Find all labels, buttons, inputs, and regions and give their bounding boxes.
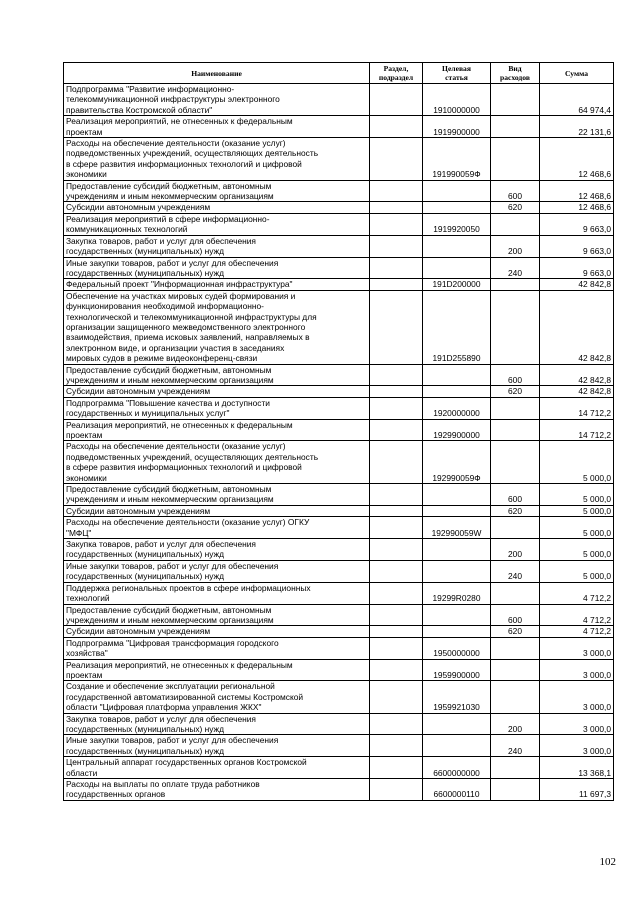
table-row (64, 713, 614, 735)
cell-kind (491, 757, 540, 779)
table-row (64, 779, 614, 801)
cell-sum: 14 712,2 (540, 397, 614, 419)
cell-target: 191D200000 (423, 279, 491, 290)
cell-name: Реализация мероприятий, не отнесенных к федеральным проектам (64, 116, 370, 138)
cell-sum: 64 974,4 (540, 84, 614, 116)
table-row (64, 681, 614, 713)
cell-name: Предоставление субсидий бюджетным, автономным учреждениям и иным некоммерческим организациям (64, 180, 370, 202)
cell-sum: 12 468,6 (540, 138, 614, 181)
cell-name: Предоставление субсидий бюджетным, автономным учреждениям и иным некоммерческим организациям (64, 484, 370, 506)
cell-section (370, 180, 423, 202)
cell-sum: 5 000,0 (540, 560, 614, 582)
cell-name: Иные закупки товаров, работ и услуг для обеспечения государственных (муниципальных) нужд (64, 735, 370, 757)
cell-section (370, 290, 423, 364)
cell-kind: 600 (491, 484, 540, 506)
cell-target (423, 735, 491, 757)
cell-kind (491, 419, 540, 441)
page-number: 102 (599, 856, 616, 868)
cell-section (370, 484, 423, 506)
table-row (64, 364, 614, 386)
cell-kind: 600 (491, 180, 540, 202)
cell-name: Предоставление субсидий бюджетным, автономным учреждениям и иным некоммерческим организациям (64, 364, 370, 386)
table-row (64, 441, 614, 484)
cell-target (423, 560, 491, 582)
cell-name: Обеспечение на участках мировых судей формирования и функционирования необходимой информационно- технологической и телекоммуникационной инфраструктуры для организации защищенного межведомственного электронного взаимодействия, приема исковых заявлений, направляемых в электронном виде, и организации участия в заседаниях мировых судов в режиме видеоконференц-связи (64, 290, 370, 364)
cell-section (370, 604, 423, 626)
cell-name: Расходы на обеспечение деятельности (оказание услуг) подведомственных учреждений, осуществляющих деятельность в сфере развития информационных технологий и цифровой экономики (64, 441, 370, 484)
cell-name: Реализация мероприятий, не отнесенных к федеральным проектам (64, 419, 370, 441)
cell-section (370, 681, 423, 713)
cell-kind (491, 517, 540, 539)
cell-kind: 600 (491, 364, 540, 386)
cell-section (370, 582, 423, 604)
cell-name: Закупка товаров, работ и услуг для обеспечения государственных (муниципальных) нужд (64, 539, 370, 561)
cell-section (370, 517, 423, 539)
cell-target (423, 484, 491, 506)
cell-kind (491, 441, 540, 484)
cell-kind: 620 (491, 202, 540, 213)
cell-target: 1919900000 (423, 116, 491, 138)
cell-section (370, 202, 423, 213)
table-row (64, 757, 614, 779)
cell-name: Иные закупки товаров, работ и услуг для обеспечения государственных (муниципальных) нужд (64, 257, 370, 279)
cell-target: 1959921030 (423, 681, 491, 713)
cell-target: 192990059W (423, 517, 491, 539)
cell-target (423, 505, 491, 516)
table-row (64, 180, 614, 202)
cell-section (370, 505, 423, 516)
cell-name: Закупка товаров, работ и услуг для обеспечения государственных (муниципальных) нужд (64, 235, 370, 257)
cell-kind: 600 (491, 604, 540, 626)
cell-sum: 3 000,0 (540, 735, 614, 757)
cell-target: 1919920050 (423, 213, 491, 235)
cell-target (423, 180, 491, 202)
cell-target (423, 257, 491, 279)
cell-section (370, 419, 423, 441)
table-row (64, 279, 614, 290)
cell-section (370, 637, 423, 659)
table-row (64, 505, 614, 516)
cell-target: 1950000000 (423, 637, 491, 659)
cell-name: Федеральный проект "Информационная инфраструктура" (64, 279, 370, 290)
cell-sum: 3 000,0 (540, 713, 614, 735)
cell-name: Подпрограмма "Цифровая трансформация городского хозяйства" (64, 637, 370, 659)
cell-section (370, 364, 423, 386)
cell-section (370, 779, 423, 801)
cell-kind (491, 279, 540, 290)
cell-target (423, 604, 491, 626)
cell-kind: 240 (491, 560, 540, 582)
table-row (64, 257, 614, 279)
cell-sum: 4 712,2 (540, 626, 614, 637)
cell-target (423, 386, 491, 397)
table-row (64, 138, 614, 181)
cell-sum: 4 712,2 (540, 604, 614, 626)
cell-kind (491, 116, 540, 138)
cell-kind: 620 (491, 626, 540, 637)
cell-target: 6600000000 (423, 757, 491, 779)
table-row (64, 637, 614, 659)
cell-sum: 22 131,6 (540, 116, 614, 138)
cell-name: Субсидии автономным учреждениям (64, 386, 370, 397)
cell-sum: 5 000,0 (540, 539, 614, 561)
cell-name: Расходы на выплаты по оплате труда работников государственных органов (64, 779, 370, 801)
cell-section (370, 560, 423, 582)
cell-name: Реализация мероприятий в сфере информационно- коммуникационных технологий (64, 213, 370, 235)
cell-section (370, 397, 423, 419)
table-header-row (64, 63, 614, 84)
header-section: Раздел, подраздел (370, 63, 423, 84)
cell-name: Расходы на обеспечение деятельности (оказание услуг) подведомственных учреждений, осуществляющих деятельность в сфере развития информационных технологий и цифровой экономики (64, 138, 370, 181)
cell-target (423, 713, 491, 735)
cell-sum: 42 842,8 (540, 386, 614, 397)
cell-name: Расходы на обеспечение деятельности (оказание услуг) ОГКУ "МФЦ" (64, 517, 370, 539)
cell-kind: 200 (491, 235, 540, 257)
cell-sum: 3 000,0 (540, 659, 614, 681)
cell-name: Субсидии автономным учреждениям (64, 202, 370, 213)
cell-sum: 13 368,1 (540, 757, 614, 779)
cell-section (370, 213, 423, 235)
cell-kind (491, 582, 540, 604)
cell-name: Предоставление субсидий бюджетным, автономным учреждениям и иным некоммерческим организациям (64, 604, 370, 626)
cell-target (423, 364, 491, 386)
table-row (64, 84, 614, 116)
cell-name: Центральный аппарат государственных органов Костромской области (64, 757, 370, 779)
table-row (64, 116, 614, 138)
cell-sum: 42 842,8 (540, 364, 614, 386)
cell-sum: 9 663,0 (540, 213, 614, 235)
table-body (64, 84, 614, 801)
cell-sum: 3 000,0 (540, 637, 614, 659)
cell-sum: 5 000,0 (540, 441, 614, 484)
cell-kind (491, 138, 540, 181)
table-row (64, 386, 614, 397)
table-row (64, 202, 614, 213)
cell-section (370, 235, 423, 257)
cell-kind (491, 84, 540, 116)
table-row (64, 604, 614, 626)
table-row (64, 397, 614, 419)
cell-kind: 200 (491, 713, 540, 735)
cell-section (370, 441, 423, 484)
cell-target (423, 626, 491, 637)
cell-name: Создание и обеспечение эксплуатации региональной государственной автоматизированной системы Костромской области "Цифровая платформа управления ЖКХ" (64, 681, 370, 713)
table-row (64, 213, 614, 235)
cell-sum: 9 663,0 (540, 235, 614, 257)
cell-section (370, 713, 423, 735)
cell-sum: 12 468,6 (540, 202, 614, 213)
table-row (64, 626, 614, 637)
cell-target: 1910000000 (423, 84, 491, 116)
table-row (64, 419, 614, 441)
cell-target: 19299R0280 (423, 582, 491, 604)
cell-kind: 620 (491, 386, 540, 397)
cell-kind: 240 (491, 735, 540, 757)
cell-sum: 9 663,0 (540, 257, 614, 279)
table-row (64, 484, 614, 506)
table-row (64, 539, 614, 561)
header-sum: Сумма (540, 63, 614, 84)
cell-name: Субсидии автономным учреждениям (64, 505, 370, 516)
table-row (64, 517, 614, 539)
cell-kind: 240 (491, 257, 540, 279)
cell-section (370, 735, 423, 757)
cell-kind (491, 659, 540, 681)
budget-table (63, 62, 614, 801)
cell-sum: 14 712,2 (540, 419, 614, 441)
cell-target: 192990059Ф (423, 441, 491, 484)
cell-kind: 620 (491, 505, 540, 516)
cell-name: Закупка товаров, работ и услуг для обеспечения государственных (муниципальных) нужд (64, 713, 370, 735)
cell-section (370, 257, 423, 279)
header-kind: Вид расходов (491, 63, 540, 84)
cell-target: 1920000000 (423, 397, 491, 419)
cell-sum: 5 000,0 (540, 484, 614, 506)
cell-section (370, 626, 423, 637)
cell-section (370, 659, 423, 681)
cell-sum: 42 842,8 (540, 290, 614, 364)
cell-target: 191990059Ф (423, 138, 491, 181)
cell-kind (491, 213, 540, 235)
cell-kind (491, 290, 540, 364)
cell-kind (491, 397, 540, 419)
header-name: Наименование (64, 63, 370, 84)
cell-target (423, 235, 491, 257)
cell-target: 1929900000 (423, 419, 491, 441)
table-row (64, 235, 614, 257)
cell-sum: 4 712,2 (540, 582, 614, 604)
cell-sum: 12 468,6 (540, 180, 614, 202)
cell-target (423, 202, 491, 213)
cell-sum: 5 000,0 (540, 505, 614, 516)
cell-target: 6600000110 (423, 779, 491, 801)
cell-sum: 5 000,0 (540, 517, 614, 539)
cell-section (370, 539, 423, 561)
table-row (64, 582, 614, 604)
cell-kind (491, 779, 540, 801)
cell-kind (491, 681, 540, 713)
cell-section (370, 138, 423, 181)
cell-section (370, 116, 423, 138)
cell-sum: 42 842,8 (540, 279, 614, 290)
cell-kind (491, 637, 540, 659)
cell-target: 191D255890 (423, 290, 491, 364)
table-row (64, 659, 614, 681)
table-row (64, 290, 614, 364)
cell-target: 1959900000 (423, 659, 491, 681)
cell-name: Иные закупки товаров, работ и услуг для обеспечения государственных (муниципальных) нужд (64, 560, 370, 582)
cell-kind: 200 (491, 539, 540, 561)
cell-name: Субсидии автономным учреждениям (64, 626, 370, 637)
table-row (64, 735, 614, 757)
cell-name: Подпрограмма "Повышение качества и доступности государственных и муниципальных услуг" (64, 397, 370, 419)
cell-target (423, 539, 491, 561)
cell-name: Поддержка региональных проектов в сфере информационных технологий (64, 582, 370, 604)
cell-section (370, 279, 423, 290)
cell-name: Реализация мероприятий, не отнесенных к федеральным проектам (64, 659, 370, 681)
cell-section (370, 84, 423, 116)
header-target: Целевая статья (423, 63, 491, 84)
cell-section (370, 386, 423, 397)
table-row (64, 560, 614, 582)
cell-section (370, 757, 423, 779)
cell-name: Подпрограмма "Развитие информационно- телекоммуникационной инфраструктуры электронного правительства Костромской области" (64, 84, 370, 116)
cell-sum: 11 697,3 (540, 779, 614, 801)
cell-sum: 3 000,0 (540, 681, 614, 713)
